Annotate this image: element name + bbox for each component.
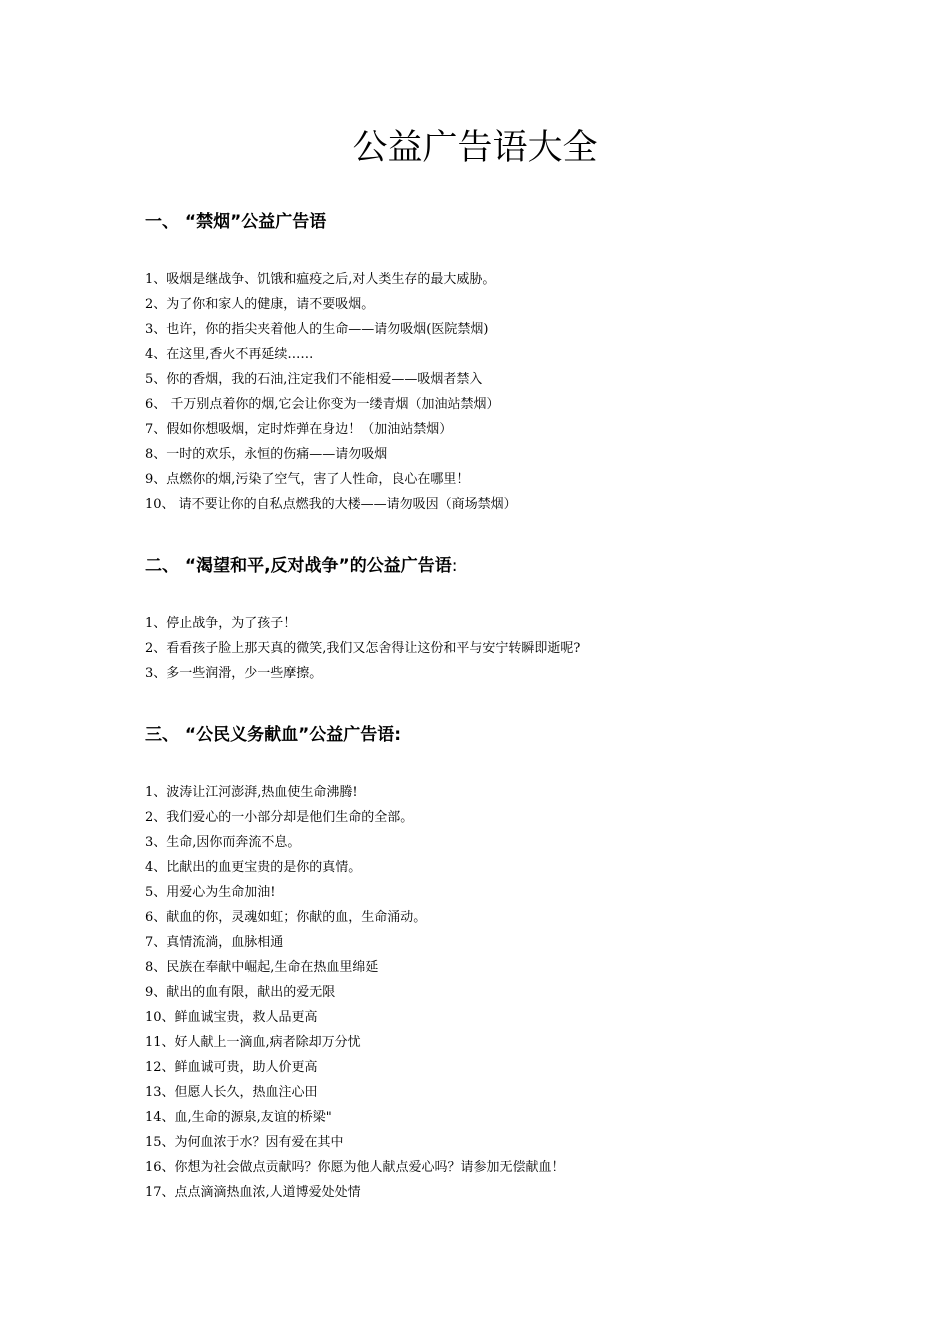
section-heading-text: 三、 “公民义务献血”公益广告语: <box>145 725 402 745</box>
list-item: 1、停止战争，为了孩子！ <box>145 616 297 631</box>
section-heading-text: 一、 “禁烟”公益广告语 <box>145 212 327 232</box>
list-item: 9、点燃你的烟,污染了空气，害了人性命，良心在哪里！ <box>145 472 470 487</box>
section-heading <box>145 210 845 234</box>
slogan-list <box>145 267 845 517</box>
slogan-list <box>145 611 845 686</box>
list-item: 3、多一些润滑，少一些摩擦。 <box>145 666 323 681</box>
list-item: 8、民族在奉献中崛起,生命在热血里绵延 <box>145 960 379 975</box>
list-item: 1、波涛让江河澎湃,热血使生命沸腾! <box>145 785 358 800</box>
list-item: 14、血,生命的源泉,友谊的桥梁" <box>145 1110 332 1125</box>
list-item: 13、但愿人长久，热血注心田 <box>145 1085 318 1100</box>
section-peace <box>145 554 845 686</box>
list-item: 12、鲜血诚可贵，助人价更高 <box>145 1060 318 1075</box>
list-item: 4、比献出的血更宝贵的是你的真情。 <box>145 860 362 875</box>
document-title: 公益广告语大全 <box>352 128 598 168</box>
list-item: 11、好人献上一滴血,病者除却万分忧 <box>145 1035 361 1050</box>
list-item: 5、用爱心为生命加油! <box>145 885 276 900</box>
list-item: 9、献出的血有限，献出的爱无限 <box>145 985 336 1000</box>
list-item: 7、真情流淌，血脉相通 <box>145 935 284 950</box>
section-heading <box>145 723 845 747</box>
section-blood-donation <box>145 723 845 1205</box>
list-item: 3、也许，你的指尖夹着他人的生命——请勿吸烟(医院禁烟) <box>145 322 489 337</box>
list-item: 6、 千万别点着你的烟,它会让你变为一缕青烟（加油站禁烟） <box>145 397 500 412</box>
list-item: 2、为了你和家人的健康，请不要吸烟。 <box>145 297 375 312</box>
list-item: 7、假如你想吸烟，定时炸弹在身边！（加油站禁烟） <box>145 422 453 437</box>
list-item: 2、我们爱心的一小部分却是他们生命的全部。 <box>145 810 414 825</box>
section-heading <box>145 554 845 578</box>
section-no-smoking <box>145 210 845 517</box>
list-item: 10、 请不要让你的自私点燃我的大楼——请勿吸因（商场禁烟） <box>145 497 517 512</box>
list-item: 3、生命,因你而奔流不息。 <box>145 835 301 850</box>
list-item: 17、点点滴滴热血浓,人道博爱处处情 <box>145 1185 361 1200</box>
list-item: 1、吸烟是继战争、饥饿和瘟疫之后,对人类生存的最大威胁。 <box>145 272 496 287</box>
list-item: 6、献血的你，灵魂如虹；你献的血，生命涌动。 <box>145 910 427 925</box>
list-item: 10、鲜血诚宝贵，救人品更高 <box>145 1010 318 1025</box>
list-item: 2、看看孩子脸上那天真的微笑,我们又怎舍得让这份和平与安宁转瞬即逝呢? <box>145 641 581 656</box>
section-heading-text: 二、 “渴望和平,反对战争”的公益广告语 <box>145 556 452 576</box>
slogan-list <box>145 780 845 1205</box>
list-item: 8、一时的欢乐，永恒的伤痛——请勿吸烟 <box>145 447 388 462</box>
list-item: 15、为何血浓于水？因有爱在其中 <box>145 1135 344 1150</box>
list-item: 4、在这里,香火不再延续…… <box>145 347 314 362</box>
section-heading-tail: : <box>451 556 458 576</box>
list-item: 16、你想为社会做点贡献吗？你愿为他人献点爱心吗？请参加无偿献血！ <box>145 1160 565 1175</box>
list-item: 5、你的香烟，我的石油,注定我们不能相爱——吸烟者禁入 <box>145 372 483 387</box>
